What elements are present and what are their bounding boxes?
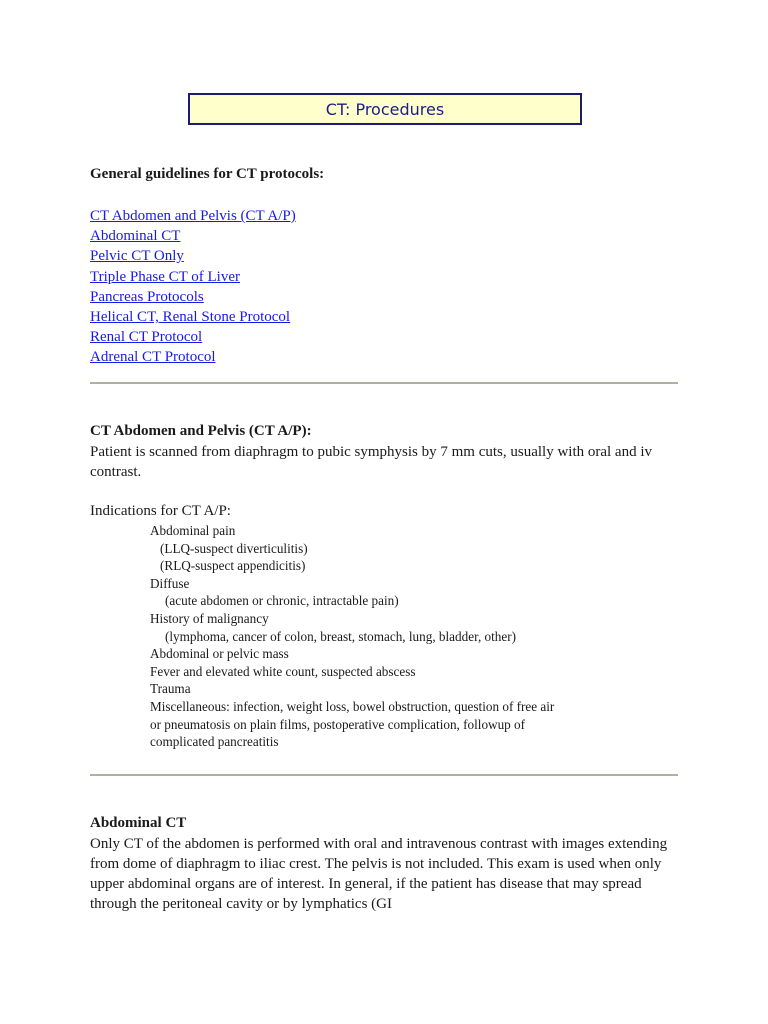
protocol-links: [90, 206, 296, 368]
divider: [90, 382, 678, 384]
general-guidelines-heading: General guidelines for CT protocols:: [90, 166, 325, 182]
ctap-description: Patient is scanned from diaphragm to pubic symphysis by 7 mm cuts, usually with oral and iv contrast.: [90, 444, 653, 480]
link-adrenal-ct-protocol[interactable]: Adrenal CT Protocol: [90, 349, 216, 366]
indications-list: [150, 522, 620, 751]
list-item: History of malignancy: [150, 610, 269, 626]
list-item: or pneumatosis on plain films, postoperative complication, followup of: [150, 716, 526, 732]
list-item: Abdominal pain: [150, 523, 236, 538]
list-item: Trauma: [150, 681, 191, 697]
link-pancreas-protocols[interactable]: Pancreas Protocols: [90, 288, 204, 305]
indications-label: Indications for CT A/P:: [90, 503, 231, 519]
divider: [90, 774, 678, 776]
link-abdominal-ct[interactable]: Abdominal CT: [90, 228, 181, 245]
list-item: (lymphoma, cancer of colon, breast, stomach, lung, bladder, other): [165, 628, 517, 644]
list-item: (acute abdomen or chronic, intractable pain): [165, 593, 399, 609]
list-item: (LLQ-suspect diverticulitis): [160, 540, 308, 556]
link-pelvic-ct-only[interactable]: Pelvic CT Only: [90, 248, 184, 265]
list-item: Abdominal or pelvic mass: [150, 646, 289, 662]
link-renal-ct-protocol[interactable]: Renal CT Protocol: [90, 329, 203, 346]
link-triple-phase-liver[interactable]: Triple Phase CT of Liver: [90, 268, 240, 285]
list-item: Diffuse: [150, 575, 190, 591]
abdominal-ct-description: Only CT of the abdomen is performed with oral and intravenous contrast with images extending from dome of diaphragm to iliac crest. The pelvis is not included. This exam is used when only upper abdominal organs are of interest. In general, if the patient has disease that may spread through the peritoneal cavity or by lymphatics (GI: [90, 836, 668, 912]
list-item: (RLQ-suspect appendicitis): [160, 558, 306, 574]
abdominal-ct-heading: Abdominal CT: [90, 815, 187, 831]
list-item: Fever and elevated white count, suspected abscess: [150, 663, 416, 679]
link-ct-abdomen-pelvis[interactable]: CT Abdomen and Pelvis (CT A/P): [90, 208, 296, 224]
ctap-heading: CT Abdomen and Pelvis (CT A/P):: [90, 423, 312, 439]
list-item: complicated pancreatitis: [150, 734, 279, 750]
page-title: CT: Procedures: [188, 93, 582, 125]
link-renal-stone-protocol[interactable]: Helical CT, Renal Stone Protocol: [90, 309, 291, 326]
list-item: Miscellaneous: infection, weight loss, bowel obstruction, question of free air: [150, 698, 555, 714]
